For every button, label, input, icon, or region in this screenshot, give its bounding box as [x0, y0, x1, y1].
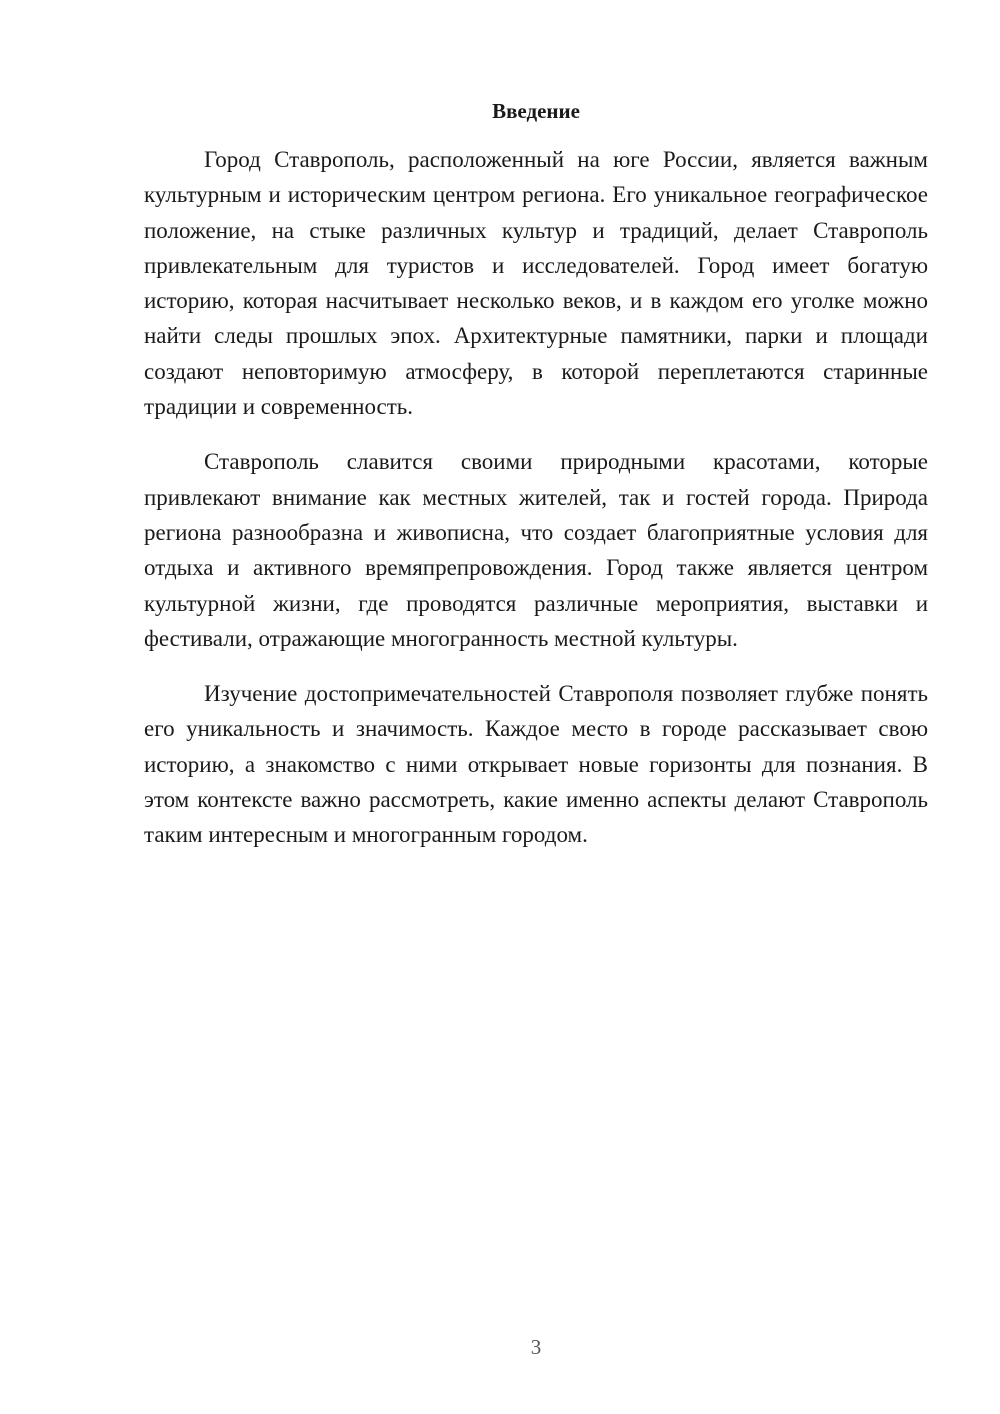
paragraph-3: Изучение достопримечательностей Ставрополя позволяет глубже понять его уникальность и значимость. Каждое место в городе рассказывает свою историю, а знакомство с ними открывает новые горизонты для познания. В этом контексте важно рассмотреть, какие именно аспекты делают Ставрополь таким интересным и многогранным городом.	[144, 681, 928, 848]
page-number: 3	[530, 1335, 542, 1359]
section-heading: Введение	[492, 99, 580, 123]
paragraph-1: Город Ставрополь, расположенный на юге России, является важным культурным и историческим центром региона. Его уникальное географическое положение, на стыке различных культур и традиций, делает Ставрополь привлекательным для туристов и исследователей. Город имеет богатую историю, которая насчитывает несколько веков, и в каждом его уголке можно найти следы прошлых эпох. Архитектурные памятники, парки и площади создают неповторимую атмосферу, в которой переплетаются старинные традиции и современность.	[144, 147, 928, 420]
paragraph-2: Ставрополь славится своими природными красотами, которые привлекают внимание как местных жителей, так и гостей города. Природа региона разнообразна и живописна, что создает благоприятные условия для отдыха и активного времяпрепровождения. Город также является центром культурной жизни, где проводятся различные мероприятия, выставки и фестивали, отражающие многогранность местной культуры.	[144, 449, 928, 651]
body-text	[144, 142, 928, 873]
